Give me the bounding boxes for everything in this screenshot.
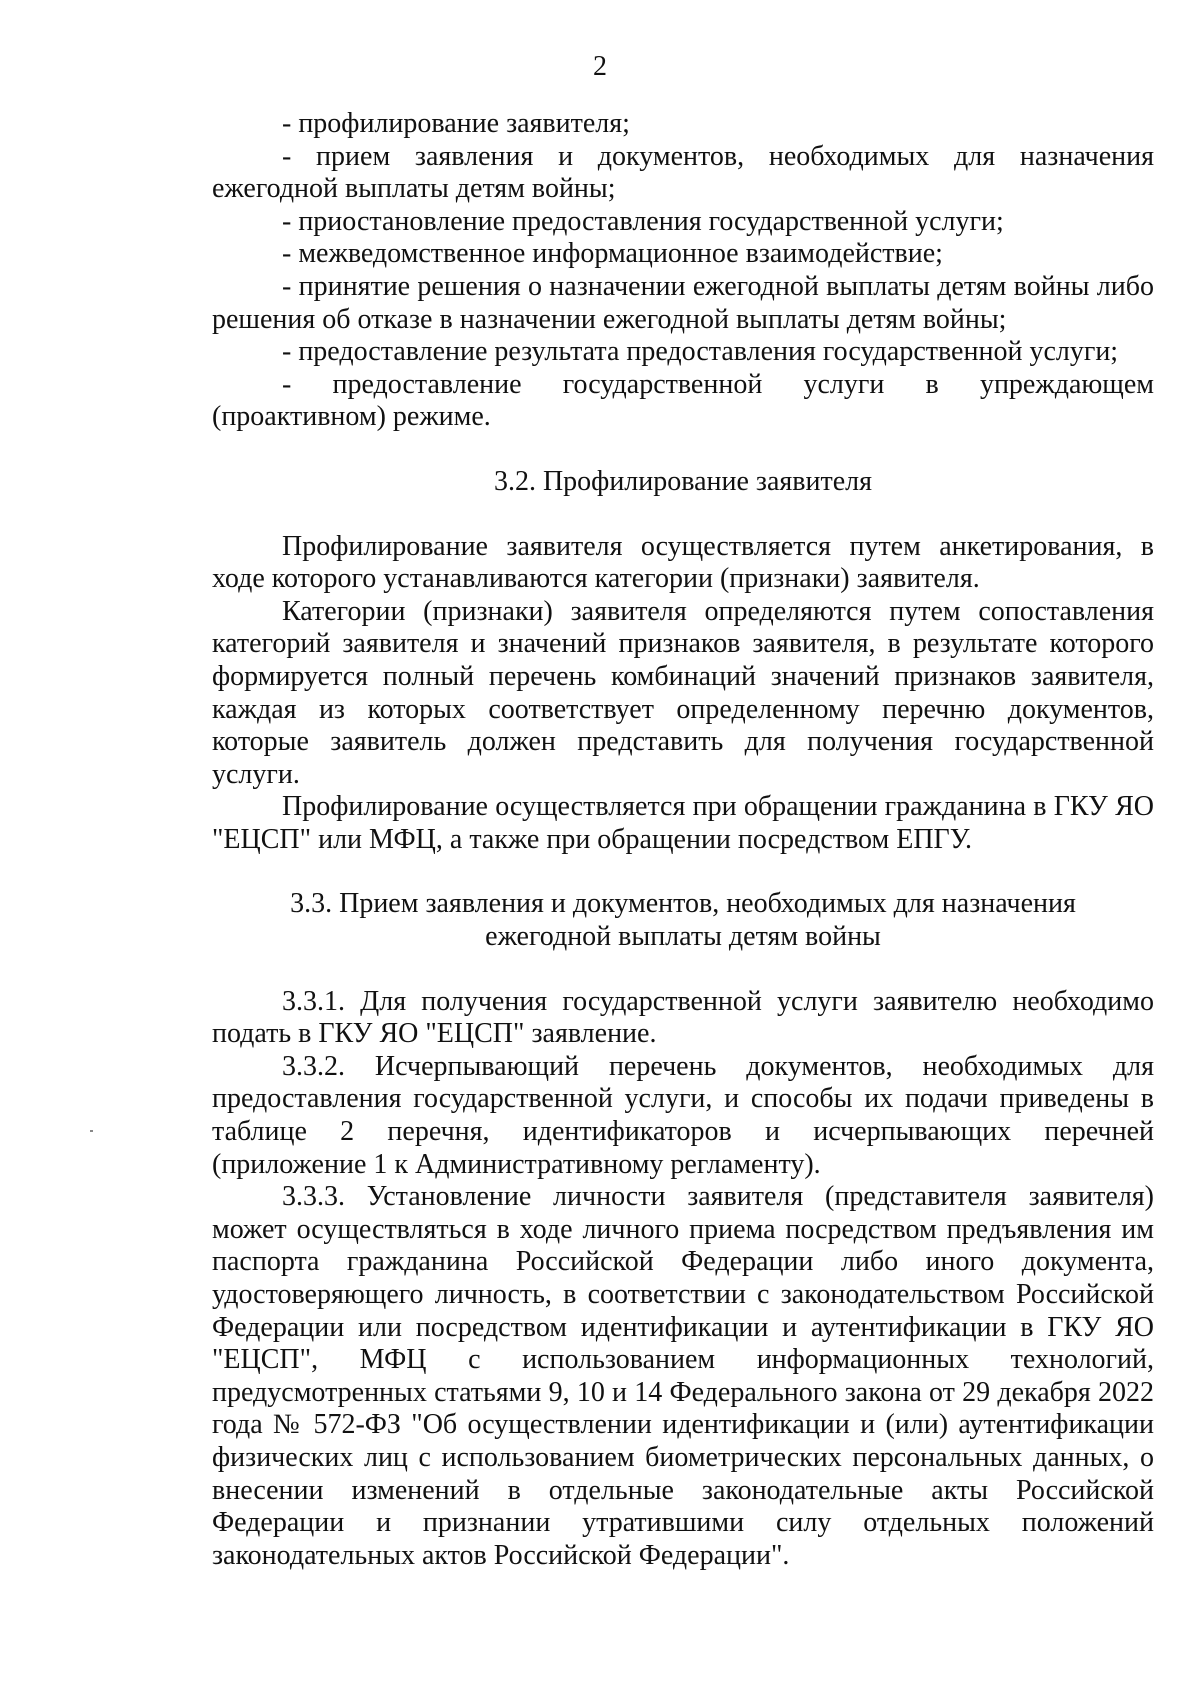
list-item: - предоставление государственной услуги в упреждающем (проактивном) режиме. — [212, 368, 1154, 433]
procedures-list — [212, 108, 1154, 434]
paragraph: Категории (признаки) заявителя определяются путем сопоставления категорий заявителя и значений признаков заявителя, в результате которого формируется полный перечень комбинаций значений признаков заявителя, каждая из которых соответствует определенному перечню документов, которые заявитель должен представить для получения государственной услуги. — [212, 595, 1154, 790]
section-3-3-body — [212, 986, 1154, 1573]
section-heading-3-3 — [212, 888, 1154, 953]
paragraph: 3.3.3. Установление личности заявителя (представителя заявителя) может осуществляться в ходе личного приема посредством предъявления им паспорта гражданина Российской Федерации либо иного документа, удостоверяющего личность, в соответствии с законодательством Российской Федерации или посредством идентификации и аутентификации в ГКУ ЯО "ЕЦСП", МФЦ с использованием информационных технологий, предусмотренных статьями 9, 10 и 14 Федерального закона от 29 декабря 2022 года № 572-ФЗ "Об осуществлении идентификации и (или) аутентификации физических лиц с использованием биометрических персональных данных, о внесении изменений в отдельные законодательные акты Российской Федерации и признании утратившими силу отдельных положений законодательных актов Российской Федерации". — [212, 1181, 1154, 1571]
list-item: - приостановление предоставления государственной услуги; — [282, 205, 1004, 237]
paragraph: 3.3.2. Исчерпывающий перечень документов, необходимых для предоставления государственной услуги, и способы их подачи приведены в таблице 2 перечня, идентификаторов и исчерпывающих перечней (приложение 1 к Административному регламенту). — [212, 1050, 1154, 1180]
scan-speck — [90, 1130, 93, 1132]
page-number: 2 — [593, 51, 607, 82]
list-item: - прием заявления и документов, необходимых для назначения ежегодной выплаты детям войны; — [212, 140, 1154, 205]
paragraph: Профилирование осуществляется при обращении гражданина в ГКУ ЯО "ЕЦСП" или МФЦ, а также при обращении посредством ЕПГУ. — [212, 791, 1154, 855]
list-item: - межведомственное информационное взаимодействие; — [282, 238, 943, 270]
list-item: - предоставление результата предоставления государственной услуги; — [282, 336, 1119, 368]
list-item: - профилирование заявителя; — [282, 108, 630, 139]
section-heading-line: ежегодной выплаты детям войны — [485, 921, 881, 953]
document-body — [212, 108, 1154, 1572]
paragraph: 3.3.1. Для получения государственной услуги заявителю необходимо подать в ГКУ ЯО "ЕЦСП" заявление. — [212, 985, 1154, 1050]
section-3-2-body — [212, 531, 1154, 857]
paragraph: Профилирование заявителя осуществляется путем анкетирования, в ходе которого устанавливаются категории (признаки) заявителя. — [212, 530, 1154, 595]
section-heading-3-2: 3.2. Профилирование заявителя — [493, 465, 873, 497]
list-item: - принятие решения о назначении ежегодной выплаты детям войны либо решения об отказе в назначении ежегодной выплаты детям войны; — [212, 270, 1154, 335]
section-heading-line: 3.3. Прием заявления и документов, необходимых для назначения — [290, 888, 1076, 920]
